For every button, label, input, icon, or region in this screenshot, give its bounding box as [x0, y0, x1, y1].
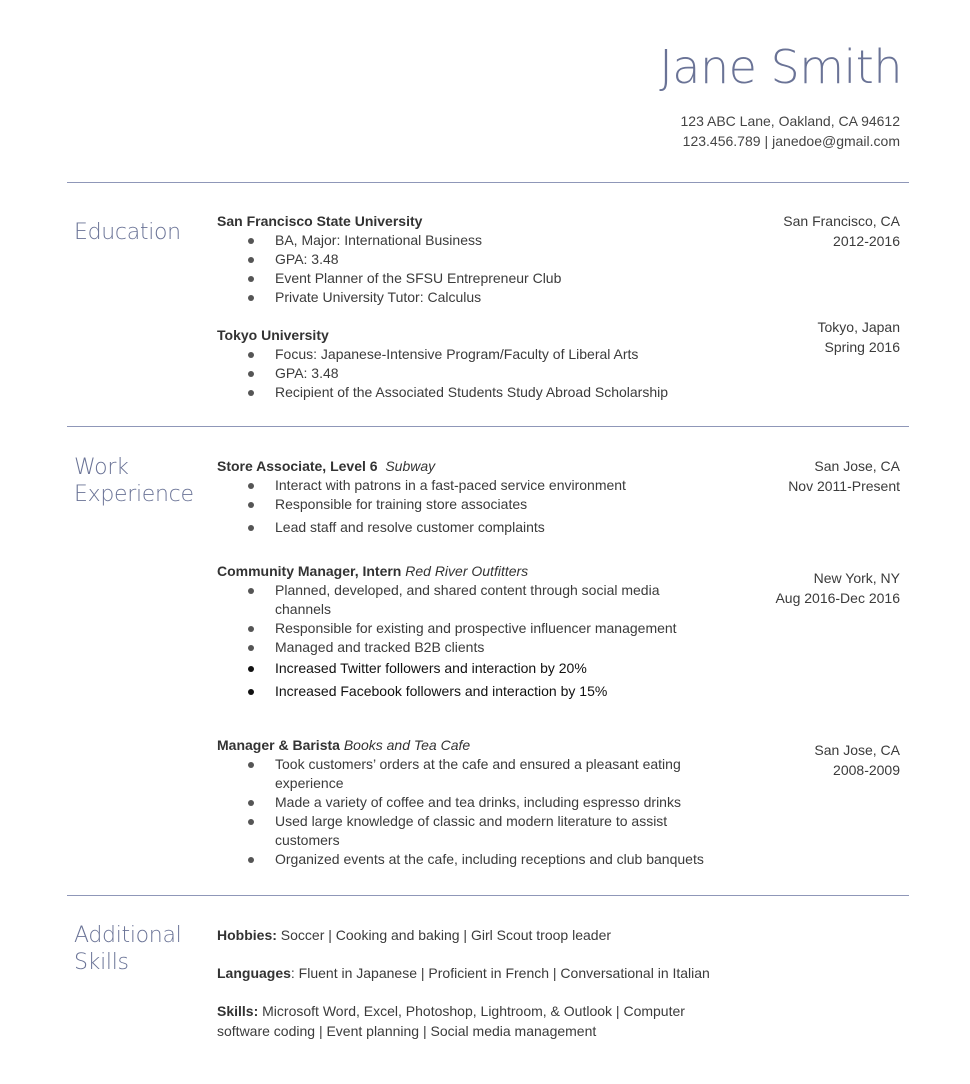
company-name: Red River Outfitters — [405, 563, 529, 579]
list-item: Recipient of the Associated Students Study Abroad Scholarship — [217, 383, 705, 402]
skills-title-line1: Additional — [74, 923, 182, 948]
list-item: Used large knowledge of classic and modern literature to assist customers — [217, 812, 705, 850]
work-title-line1: Work — [74, 455, 129, 480]
dates: Spring 2016 — [824, 339, 900, 355]
job-role: Community Manager, Intern — [217, 563, 402, 579]
phone-email-line — [681, 131, 901, 151]
entry-heading — [217, 736, 907, 755]
work-meta-books-tea — [814, 740, 900, 780]
location: San Francisco, CA — [783, 213, 900, 229]
address: 123 ABC Lane, Oakland, CA 94612 — [680, 113, 900, 129]
list-item: Increased Twitter followers and interaction by 20% — [217, 657, 705, 680]
list-item: Interact with patrons in a fast-paced service environment — [217, 476, 705, 495]
dates: Nov 2011-Present — [788, 478, 900, 494]
education-title: Education — [74, 220, 181, 245]
bullet-list — [217, 345, 907, 402]
work-title-line2: Experience — [74, 482, 194, 507]
divider-work — [67, 895, 909, 896]
dates: 2012-2016 — [833, 233, 900, 249]
phone: 123.456.789 — [682, 133, 761, 149]
contact-separator: | — [764, 133, 769, 149]
company-name: Subway — [385, 458, 436, 474]
hobbies-text: Soccer | Cooking and baking | Girl Scout troop leader — [276, 927, 612, 943]
work-title — [74, 454, 194, 508]
list-item: Event Planner of the SFSU Entrepreneur Club — [217, 269, 705, 288]
job-role: Store Associate, Level 6 — [217, 458, 378, 474]
list-item: Lead staff and resolve customer complaints — [217, 518, 705, 537]
languages-line — [217, 963, 737, 983]
dates: Aug 2016-Dec 2016 — [775, 590, 900, 606]
skills-title-line2: Skills — [74, 950, 129, 975]
hobbies-line — [217, 925, 737, 945]
education-entry-tokyo — [217, 326, 907, 402]
school-name: San Francisco State University — [217, 213, 423, 229]
email: janedoe@gmail.com — [772, 133, 900, 149]
work-entry-books-tea — [217, 736, 907, 869]
location: Tokyo, Japan — [817, 319, 900, 335]
list-item: Took customers’ orders at the cafe and ensured a pleasant eating experience — [217, 755, 705, 793]
skills-text: Microsoft Word, Excel, Photoshop, Lightroom, & Outlook | Computer software coding | Event planning | Social media management — [217, 1003, 685, 1039]
list-item: Private University Tutor: Calculus — [217, 288, 705, 307]
work-meta-subway — [788, 456, 900, 496]
list-item: Organized events at the cafe, including receptions and club banquets — [217, 850, 705, 869]
work-meta-red-river — [775, 568, 900, 608]
hobbies-label: Hobbies: — [217, 927, 277, 943]
list-item: GPA: 3.48 — [217, 250, 705, 269]
list-item: Responsible for training store associates — [217, 495, 705, 514]
resume-name: Jane Smith — [659, 40, 902, 94]
divider-top — [67, 182, 909, 183]
skills-title — [74, 922, 181, 976]
list-item: Planned, developed, and shared content through social media channels — [217, 581, 705, 619]
entry-heading — [217, 326, 907, 345]
contact-block — [681, 111, 901, 151]
list-item: Made a variety of coffee and tea drinks, including espresso drinks — [217, 793, 705, 812]
languages-label: Languages — [217, 965, 291, 981]
dates: 2008-2009 — [833, 762, 900, 778]
location: San Jose, CA — [814, 742, 900, 758]
list-item: Managed and tracked B2B clients — [217, 638, 705, 657]
location: San Jose, CA — [814, 458, 900, 474]
list-item: Increased Facebook followers and interaction by 15% — [217, 680, 705, 703]
education-meta-tokyo — [818, 317, 901, 357]
languages-text: : Fluent in Japanese | Proficient in French | Conversational in Italian — [290, 965, 710, 981]
list-item: GPA: 3.48 — [217, 364, 705, 383]
list-item: Focus: Japanese-Intensive Program/Faculty of Liberal Arts — [217, 345, 705, 364]
location: New York, NY — [813, 570, 900, 586]
skills-line — [217, 1001, 737, 1041]
list-item: Responsible for existing and prospective influencer management — [217, 619, 705, 638]
education-meta-sfsu — [783, 211, 900, 251]
skills-label: Skills: — [217, 1003, 259, 1019]
divider-education — [67, 426, 909, 427]
company-name: Books and Tea Cafe — [343, 737, 471, 753]
school-name: Tokyo University — [217, 327, 329, 343]
job-role: Manager & Barista — [217, 737, 340, 753]
list-item: BA, Major: International Business — [217, 231, 705, 250]
bullet-list — [217, 755, 907, 869]
